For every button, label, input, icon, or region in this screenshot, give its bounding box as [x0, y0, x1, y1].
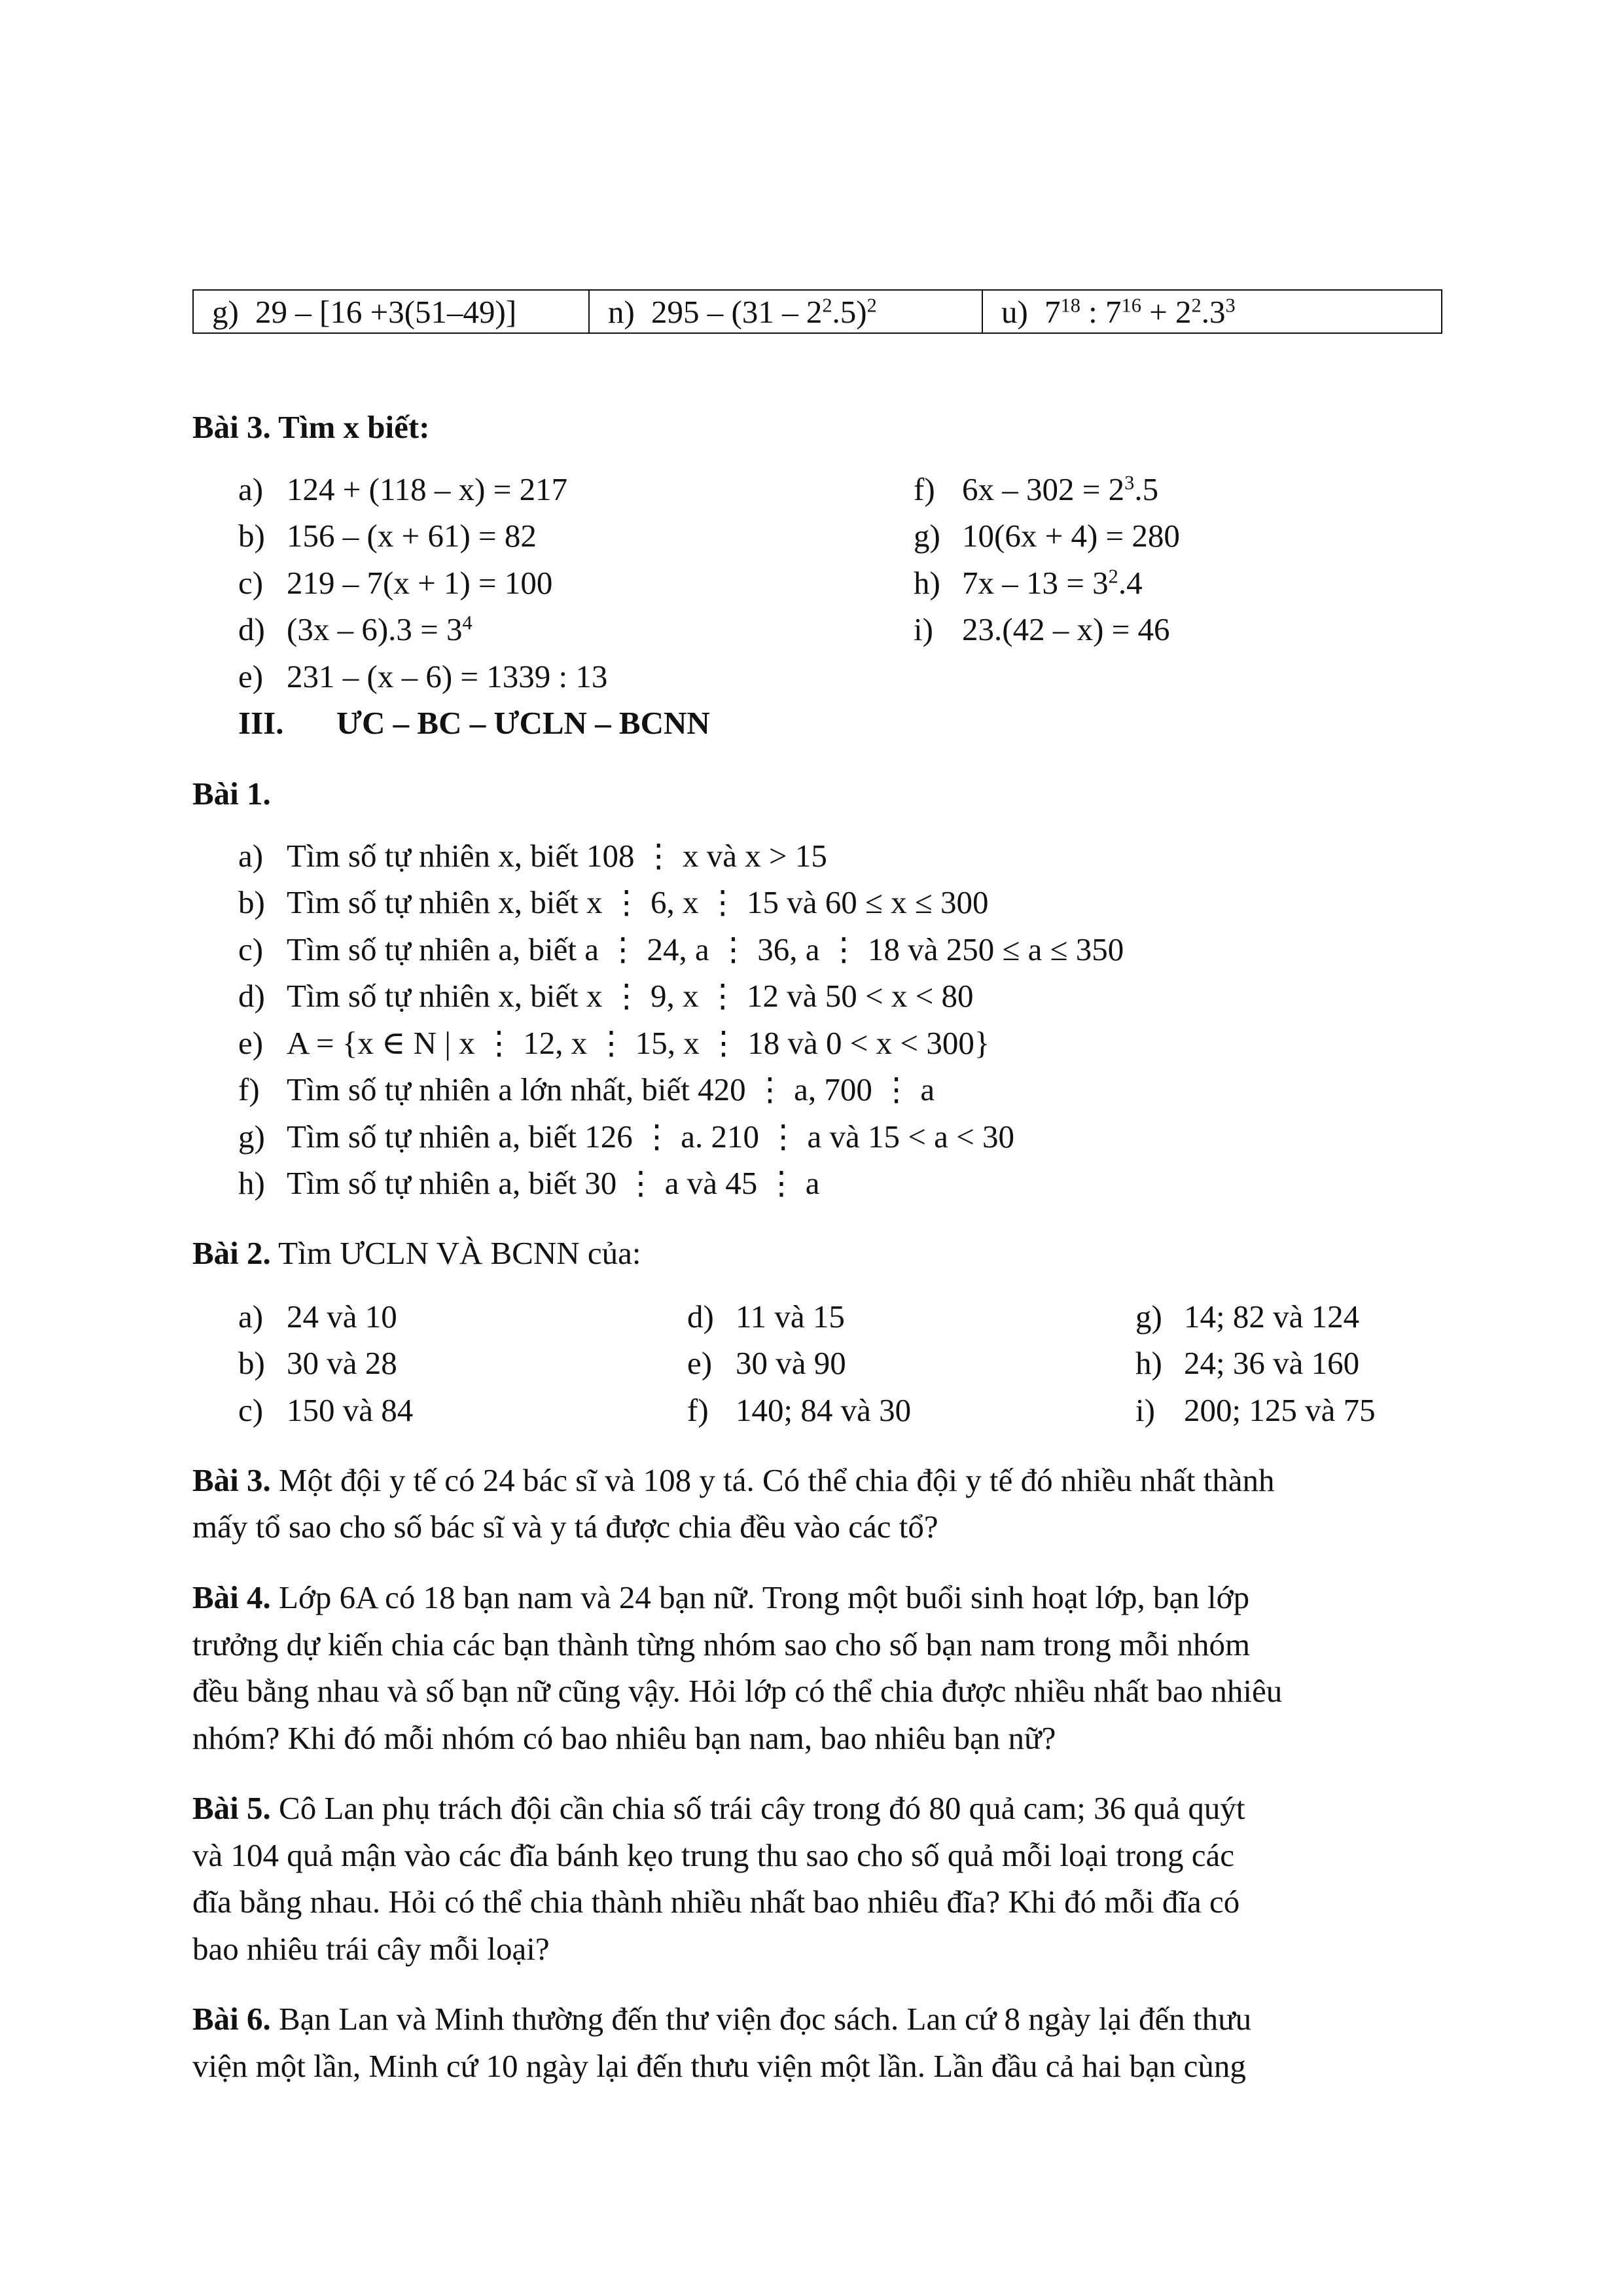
- exercise-heading: Bài 1.: [192, 776, 271, 812]
- problem-line: trưởng dự kiến chia các bạn thành từng nhóm sao cho số bạn nam trong mỗi nhóm: [192, 1626, 1251, 1662]
- problem-line: Bài 4. Lớp 6A có 18 bạn nam và 24 bạn nữ. Trong một buổi sinh hoạt lớp, bạn lớp: [192, 1579, 1250, 1615]
- table-cell-u: u) $7^{18}$ : $7^{16} + 2^2.3^3$: [982, 290, 1442, 333]
- problem-line: đĩa bằng nhau. Hỏi có thể chia thành nhiều nhất bao nhiêu đĩa? Khi đó mỗi đĩa có: [192, 1884, 1240, 1920]
- list-item: c) Tìm số tự nhiên a, biết a ⋮ 24, a ⋮ 36, a ⋮ 18 và 250 ≤ a ≤ 350: [238, 931, 1124, 967]
- list-item: g) 14; 82 và 124: [1135, 1299, 1360, 1335]
- list-item: b) 156 – (x + 61) = 82: [238, 518, 537, 554]
- section-heading: Bài 3. Tìm x biết:: [192, 409, 430, 445]
- problem-line: Bài 3. Một đội y tế có 24 bác sĩ và 108 y tá. Có thể chia đội y tế đó nhiều nhất thành: [192, 1462, 1275, 1498]
- problem-line: bao nhiêu trái cây mỗi loại?: [192, 1931, 550, 1967]
- list-item: f) 140; 84 và 30: [687, 1392, 912, 1428]
- list-item: e) 231 – (x – 6) = 1339 : 13: [238, 658, 608, 694]
- problem-line: Bài 5. Cô Lan phụ trách đội cần chia số trái cây trong đó 80 quả cam; 36 quả quýt: [192, 1790, 1245, 1826]
- table-cell-n: n) $295 - (31 - 2^2.5)^2$: [589, 290, 982, 333]
- problem-line: mấy tổ sao cho số bác sĩ và y tá được chia đều vào các tổ?: [192, 1509, 938, 1545]
- list-item: d) $(3x - 6).3 = 3^4$: [238, 611, 473, 647]
- list-item: g) 10(6x + 4) = 280: [914, 518, 1180, 554]
- table-row: [193, 290, 1442, 333]
- list-item: a) Tìm số tự nhiên x, biết 108 ⋮ x và x > 15: [238, 838, 827, 874]
- problem-line: đều bằng nhau và số bạn nữ cũng vậy. Hỏi lớp có thể chia được nhiều nhất bao nhiêu: [192, 1673, 1283, 1709]
- problem-line: nhóm? Khi đó mỗi nhóm có bao nhiêu bạn nam, bao nhiêu bạn nữ?: [192, 1720, 1056, 1756]
- list-item: b) 30 và 28: [238, 1345, 397, 1381]
- expression-table: [192, 289, 1442, 334]
- table-cell-g: g) 29 – [16 +3(51–49)]: [193, 290, 589, 333]
- problem-line: và 104 quả mận vào các đĩa bánh kẹo trung thu sao cho số quả mỗi loại trong các: [192, 1837, 1235, 1873]
- list-item: f) Tìm số tự nhiên a lớn nhất, biết 420 ⋮ a, 700 ⋮ a: [238, 1071, 935, 1107]
- list-item: d) Tìm số tự nhiên x, biết x ⋮ 9, x ⋮ 12 và 50 < x < 80: [238, 978, 974, 1014]
- list-item: e) 30 và 90: [687, 1345, 846, 1381]
- section-title: III. ƯC – BC – ƯCLN – BCNN: [238, 705, 710, 741]
- list-item: c) 219 – 7(x + 1) = 100: [238, 565, 553, 601]
- list-item: d) 11 và 15: [687, 1299, 845, 1335]
- list-item: h) Tìm số tự nhiên a, biết 30 ⋮ a và 45 ⋮ a: [238, 1165, 820, 1201]
- list-item: h) 24; 36 và 160: [1135, 1345, 1360, 1381]
- list-item: i) 200; 125 và 75: [1135, 1392, 1376, 1428]
- list-item: b) Tìm số tự nhiên x, biết x ⋮ 6, x ⋮ 15 và 60 ≤ x ≤ 300: [238, 884, 989, 920]
- list-item: f) $6x - 302 = 2^3.5$: [914, 471, 1159, 507]
- list-item: c) 150 và 84: [238, 1392, 414, 1428]
- list-item: g) Tìm số tự nhiên a, biết 126 ⋮ a. 210 ⋮ a và 15 < a < 30: [238, 1119, 1014, 1155]
- list-item: a) 124 + (118 – x) = 217: [238, 471, 568, 507]
- problem-line: Bài 6. Bạn Lan và Minh thường đến thư viện đọc sách. Lan cứ 8 ngày lại đến thưu: [192, 2001, 1252, 2037]
- list-item: a) 24 và 10: [238, 1299, 397, 1335]
- exercise-heading: Bài 2. Tìm ƯCLN VÀ BCNN của:: [192, 1235, 641, 1271]
- list-item: h) $7x - 13 = 3^2.4$: [914, 565, 1143, 601]
- list-item: i) 23.(42 – x) = 46: [914, 611, 1170, 647]
- list-item: e) A = {x ∈ N | x ⋮ 12, x ⋮ 15, x ⋮ 18 và 0 < x < 300}: [238, 1025, 990, 1061]
- problem-line: viện một lần, Minh cứ 10 ngày lại đến thưu viện một lần. Lần đầu cả hai bạn cùng: [192, 2048, 1246, 2084]
